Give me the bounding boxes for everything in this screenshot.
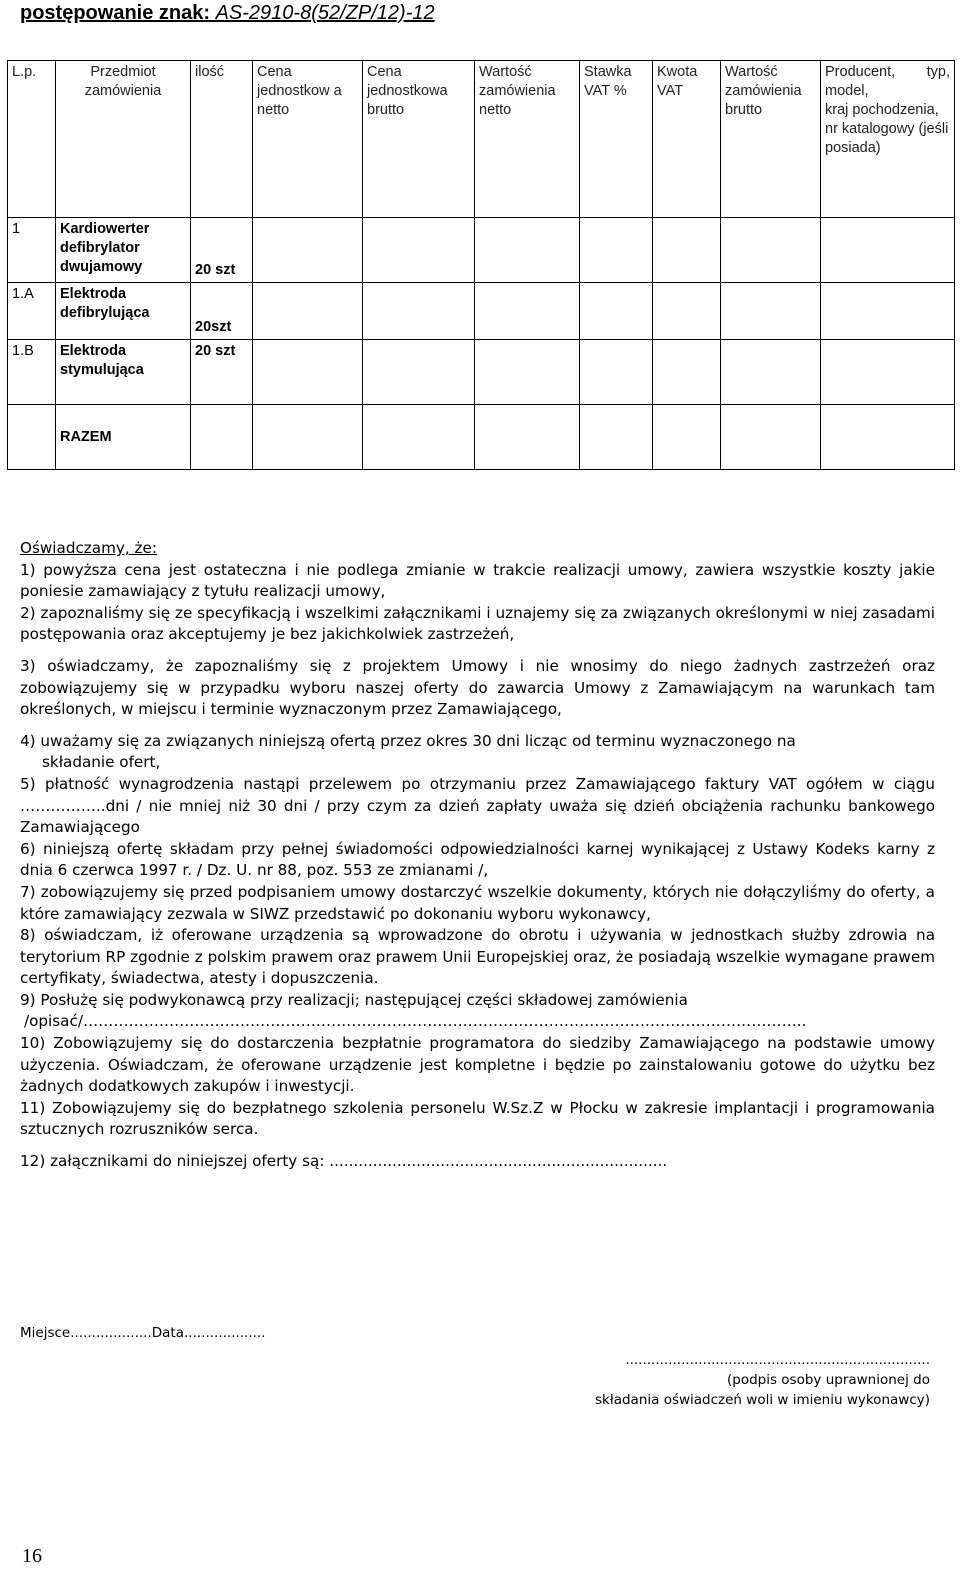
table-header-row — [8, 61, 955, 218]
price-table — [7, 60, 955, 470]
heading-code: AS-2910-8(52/ZP/12)-12 — [215, 2, 435, 24]
header-producent-rest: kraj pochodzenia, nr katalogowy (jeśli posiada) — [825, 102, 949, 156]
row-lp: 1.B — [8, 340, 56, 405]
declaration-item: 4) uważamy się za związanych niniejszą ofertą przez okres 30 dni licząc od terminu wyznaczonego na — [20, 731, 796, 750]
header-producent-line1: Producent, typ, model, — [825, 64, 950, 99]
table-row — [8, 340, 955, 405]
table-row — [8, 283, 955, 340]
declaration-item: 9) Posłużę się podwykonawcą przy realizacji; następującej części składowej zamówienia — [20, 990, 688, 1009]
declaration-item: 12) załącznikami do niniejszej oferty są: ...................................................................... — [20, 1152, 668, 1171]
row-name: Elektroda stymulująca — [56, 340, 191, 405]
row-lp: 1.A — [8, 283, 56, 340]
declaration-item: 2) zapoznaliśmy się ze specyfikacją i wszelkimi załącznikami i uznajemy się za związanych określonymi w niej zasadami postępowania oraz akceptujemy je bez jakichkolwiek zastrzeżeń, — [20, 603, 935, 644]
declaration-item: 5) płatność wynagrodzenia nastąpi przelewem po otrzymaniu przez Zamawiającego faktury VAT ogółem w ciągu ……………..dni / nie mniej niż 30 dni / przy czym za dzień zapłaty uważa się dzień obciążenia rachunku bankowego Zamawiającego — [20, 774, 935, 837]
row-qty: 20 szt — [191, 340, 253, 405]
heading-prefix: postępowanie znak: — [20, 2, 216, 24]
declaration-item: 6) niniejszą ofertę składam przy pełnej świadomości odpowiedzialności karnej wynikającej z Ustawy Kodeks karny z dnia 6 czerwca 1997 r. / Dz. U. nr 88, poz. 553 ze zmianami /, — [20, 839, 935, 880]
header-ilosc: ilość — [191, 61, 253, 218]
header-lp: L.p. — [8, 61, 56, 218]
document-heading — [20, 2, 435, 25]
header-cena-netto: Cena jednostkow a netto — [253, 61, 363, 218]
row-name: Kardiowerter defibrylator dwujamowy — [56, 218, 191, 283]
declaration-item: składanie ofert, — [42, 753, 161, 772]
header-przedmiot: Przedmiot zamówienia — [56, 61, 191, 218]
header-producent — [821, 61, 955, 218]
signature-caption-2: składania oświadczeń woli w imieniu wykonawcy) — [595, 1392, 930, 1408]
header-cena-brutto: Cena jednostkowa brutto — [363, 61, 475, 218]
row-qty: 20szt — [191, 283, 253, 340]
place-date-line: Miejsce...................Data................... — [20, 1325, 266, 1341]
signature-block — [550, 1350, 930, 1410]
table-total-row — [8, 405, 955, 470]
row-qty: 20 szt — [191, 218, 253, 283]
row-lp: 1 — [8, 218, 56, 283]
declaration-item: 10) Zobowiązujemy się do dostarczenia bezpłatnie programatora do siedziby Zamawiającego na podstawie umowy użyczenia. Oświadczam, że oferowane urządzenie jest kompletne i będzie po zainstalowaniu gotowe do użytku bez żadnych dodatkowych zakupów i inwestycji. — [20, 1034, 935, 1096]
declaration-block — [20, 538, 935, 1173]
declaration-item: 7) zobowiązujemy się przed podpisaniem umowy dostarczyć wszelkie dokumenty, których nie dołączyliśmy do oferty, a które zamawiający zezwala w SIWZ przedstawić po dokonaniu wyboru wykonawcy, — [20, 882, 935, 923]
header-stawka: Stawka VAT % — [580, 61, 653, 218]
row-name: Elektroda defibrylująca — [56, 283, 191, 340]
header-kwota: Kwota VAT — [653, 61, 721, 218]
declaration-item: /opisać/…………………………………………………………………………………………………………………………….. — [24, 1012, 807, 1031]
total-label: RAZEM — [56, 405, 191, 470]
declaration-item: 3) oświadczamy, że zapoznaliśmy się z projektem Umowy i nie wnosimy do niego żadnych zastrzeżeń oraz zobowiązujemy się w przypadku wyboru naszej oferty do zawarcia Umowy z Zamawiającym na warunkach tam określonych, w miejscu i terminie wyznaczonym przez Zamawiającego, — [20, 656, 935, 719]
declaration-item: 8) oświadczam, iż oferowane urządzenia są wprowadzone do obrotu i używania w jednostkach służby zdrowia na terytorium RP zgodnie z polskim prawem oraz prawem Unii Europejskiej oraz, że posiadają wszelkie wymagane prawem certyfikaty, świadectwa, atesty i dopuszczenia. — [20, 926, 935, 988]
table-row — [8, 218, 955, 283]
declaration-intro: Oświadczamy, że: — [20, 539, 157, 557]
signature-caption-1: (podpis osoby uprawnionej do — [726, 1372, 930, 1388]
header-wartosc-brutto: Wartość zamówienia brutto — [721, 61, 821, 218]
header-wartosc-netto: Wartość zamówienia netto — [475, 61, 580, 218]
declaration-item: 11) Zobowiązujemy się do bezpłatnego szkolenia personelu W.Sz.Z w Płocku w zakresie implantacji i programowania sztucznych rozruszników serca. — [20, 1098, 935, 1139]
page-number: 16 — [22, 1545, 42, 1567]
signature-dots: ....................................................................... — [625, 1352, 930, 1368]
declaration-item: 1) powyższa cena jest ostateczna i nie podlega zmianie w trakcie realizacji umowy, zawiera wszystkie koszty jakie poniesie zamawiający z tytułu realizacji umowy, — [20, 560, 935, 601]
